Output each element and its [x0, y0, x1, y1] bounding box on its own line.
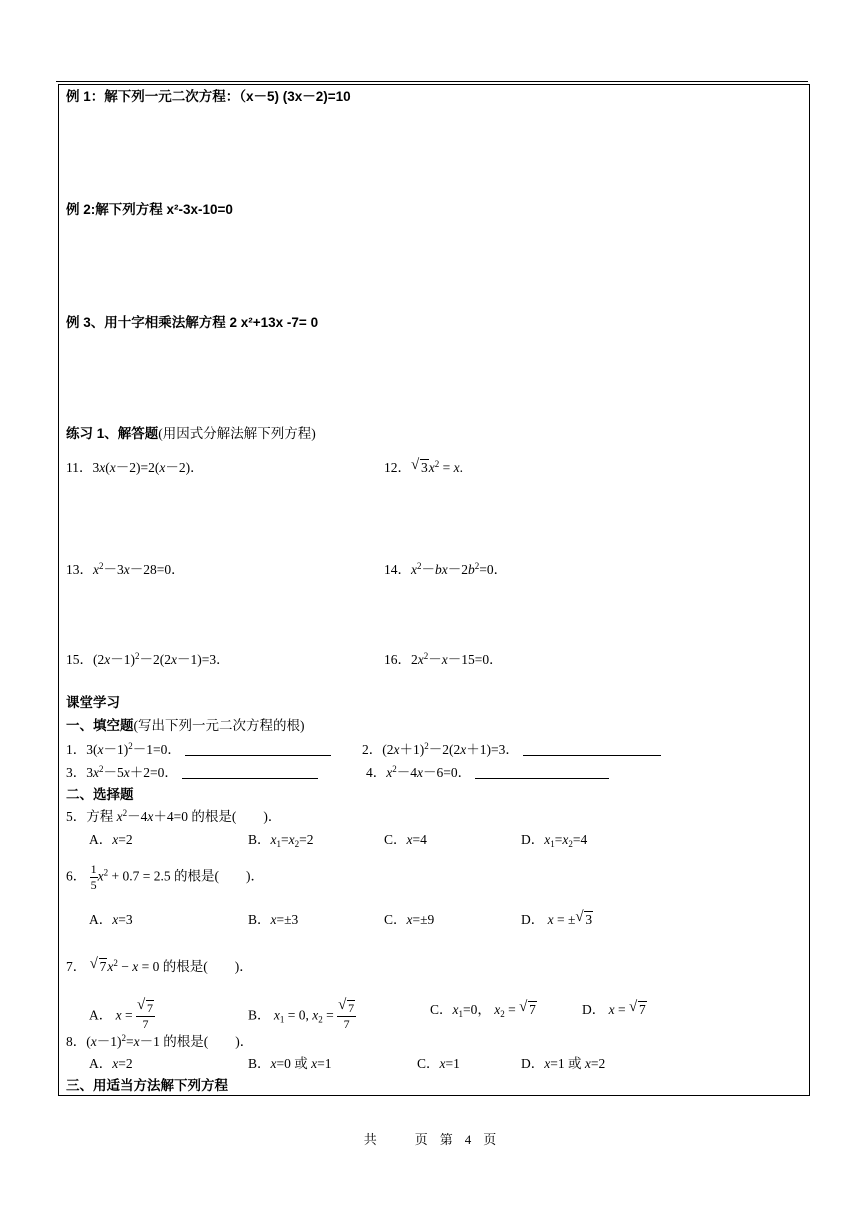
- section-solve: 三、用适当方法解下列方程: [66, 1078, 228, 1093]
- problem-12: 12．√ $3x^2 = x$.: [384, 459, 463, 477]
- q6-option-a[interactable]: A．x=3: [89, 912, 133, 927]
- page-number: 4: [464, 1132, 472, 1147]
- footer-page-label-2: 页: [483, 1132, 497, 1147]
- q8-option-c[interactable]: C．x=1: [417, 1056, 460, 1071]
- problem-14: 14．$x^2-bx-2b^2=0$．: [384, 561, 508, 577]
- section-choice: 二、选择题: [66, 787, 134, 802]
- problem-11: 11．3x(x－2)=2(x－2)．: [66, 460, 204, 475]
- q5-option-b[interactable]: B．$x_1=x_2=2$: [248, 832, 314, 849]
- answer-blank[interactable]: [523, 742, 661, 756]
- q7-option-d[interactable]: D． x = √ 7: [582, 1001, 647, 1019]
- fill-q2: 2．$(2x+1)^2-2(2x+1)=3$．: [362, 741, 661, 759]
- answer-blank[interactable]: [182, 765, 318, 779]
- q8-option-a[interactable]: A．x=2: [89, 1056, 133, 1071]
- answer-blank[interactable]: [185, 742, 331, 756]
- q6-option-d[interactable]: D． x = ±√ 3: [521, 911, 593, 929]
- q6-option-b[interactable]: B．x=±3: [248, 912, 299, 927]
- section-fill-in: 一、填空题(写出下列一元二次方程的根): [66, 718, 305, 733]
- choice-q6: 6． $\frac{1}{5}$ $x^2 + 0.7 = 2.5$ 的根是( )．: [66, 862, 264, 892]
- q5-option-d[interactable]: D．$x_1=x_2=4$: [521, 832, 588, 849]
- choice-q7: 7． √ $7x^2 - x = 0$ 的根是( )．: [66, 958, 253, 976]
- example-1: 例 1：解下列一元二次方程：（x－5) (3x－2)=10: [66, 89, 351, 104]
- q5-option-c[interactable]: C．x=4: [384, 832, 427, 847]
- q7-option-b[interactable]: B． $x_1 = 0$, $x_2$ = √ $\frac{7}{7}$: [248, 1001, 356, 1032]
- footer-total-label: 共: [363, 1132, 377, 1147]
- q5-option-a[interactable]: A．x=2: [89, 832, 133, 847]
- content-frame: [58, 84, 810, 1096]
- problem-13: 13．$x^2-3x-28=0$．: [66, 561, 185, 577]
- page-footer: [0, 1129, 860, 1148]
- fill-q4: 4．$x^2-4x-6=0$．: [366, 764, 609, 782]
- q8-option-b[interactable]: B．x=0 或 x=1: [248, 1056, 332, 1071]
- q6-option-c[interactable]: C．x=±9: [384, 912, 435, 927]
- answer-blank[interactable]: [475, 765, 609, 779]
- problem-16: 16．$2x^2-x-15=0$．: [384, 651, 503, 667]
- example-3: 例 3、用十字相乘法解方程 2 x²+13x -7= 0: [66, 315, 319, 330]
- example-2: 例 2:解下列方程 x²-3x-10=0: [66, 202, 233, 217]
- q8-option-d[interactable]: D．x=1 或 x=2: [521, 1056, 606, 1071]
- classroom-title: 课堂学习: [66, 695, 120, 710]
- footer-index-label: 第: [439, 1132, 453, 1147]
- practice-title: 练习 1、解答题(用因式分解法解下列方程): [66, 426, 316, 441]
- choice-q8: 8．$(x-1)^2=x-1$ 的根是( )．: [66, 1033, 254, 1049]
- fill-q3: 3．$3x^2-5x+2=0$．: [66, 764, 318, 782]
- q7-option-c[interactable]: C．$x_1=0$， $x_2$ = √ 7: [430, 1001, 537, 1019]
- choice-q5: 5．方程 $x^2-4x+4=0$ 的根是( )．: [66, 808, 282, 824]
- fill-q1: 1．$3(x-1)^2-1=0$．: [66, 741, 331, 759]
- footer-page-label: 页: [414, 1132, 428, 1147]
- problem-15: 15．$(2x-1)^2-2(2x-1)=3$．: [66, 651, 230, 667]
- q7-option-a[interactable]: A． x = √ $\frac{7}{7}$: [89, 1001, 155, 1032]
- header-rule: [56, 81, 808, 82]
